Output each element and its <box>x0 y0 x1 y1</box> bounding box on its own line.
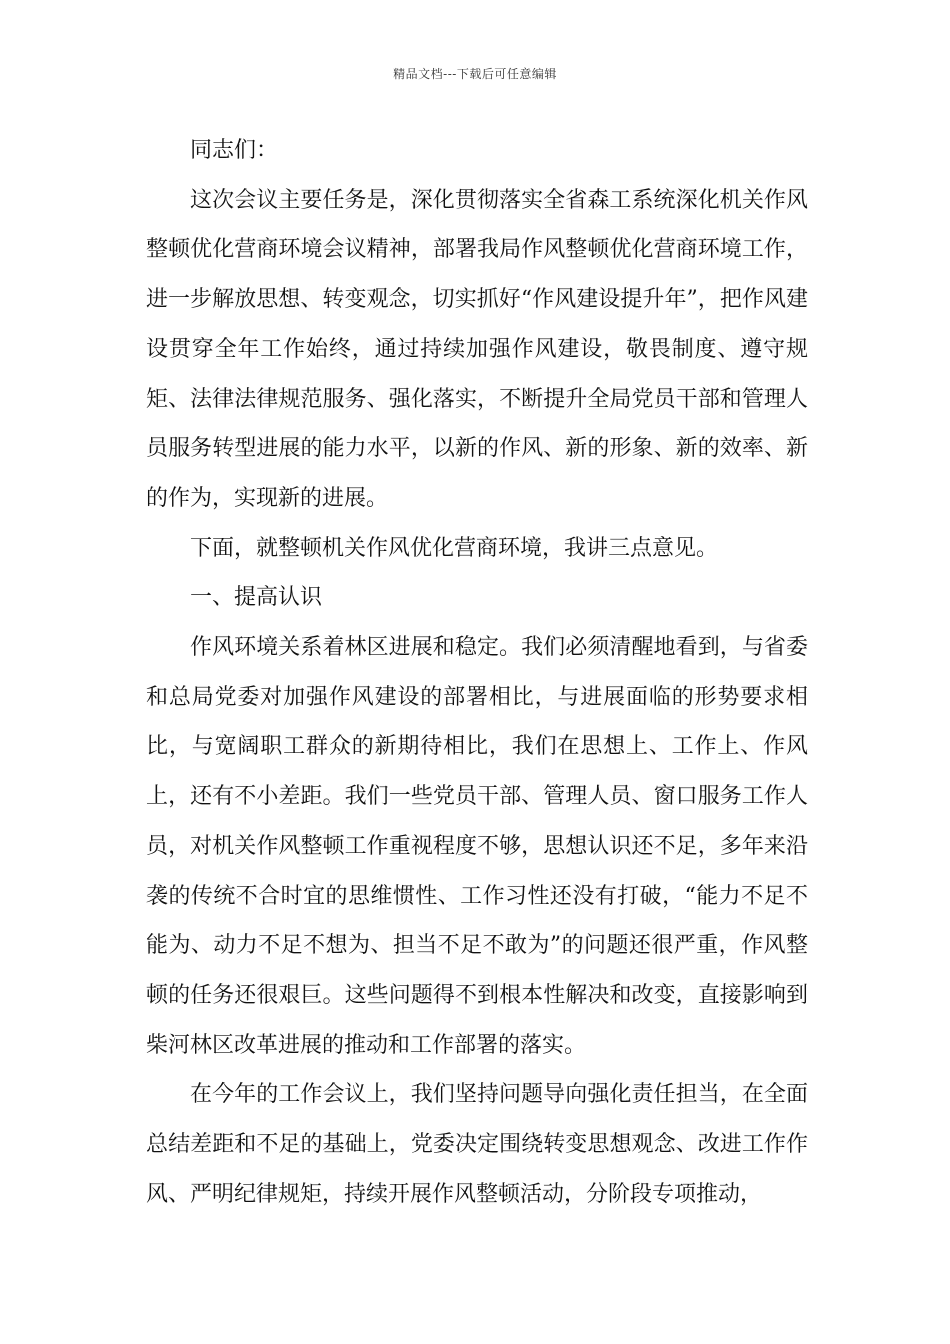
section-heading-1: 一、提高认识 <box>190 585 323 611</box>
intro-paragraph: 下面，就整顿机关作风优化营商环境，我讲三点意见。 <box>190 535 719 561</box>
work-meeting-paragraph: 在今年的工作会议上，我们坚持问题导向强化责任担当，在全面总结差距和不足的基础上，党委决定围绕转变思想观念、改进工作作风、严明纪律规矩，持续开展作风整顿活动，分阶段专项推动， <box>146 1082 808 1207</box>
page-header: 精品文档---下载后可任意编辑 <box>393 67 557 81</box>
salutation-paragraph: 同志们： <box>190 138 279 163</box>
document-body <box>146 126 808 1219</box>
meeting-task-paragraph: 这次会议主要任务是，深化贯彻落实全省森工系统深化机关作风整顿优化营商环境会议精神，部署我局作风整顿优化营商环境工作，进一步解放思想、转变观念，切实抓好“作风建设提升年”，把作风建设贯穿全年工作始终，通过持续加强作风建设，敬畏制度、遵守规矩、法律法律规范服务、强化落实，不断提升全局党员干部和管理人员服务转型进展的能力水平，以新的作风、新的形象、新的效率、新的作为，实现新的进展。 <box>146 187 808 511</box>
work-style-paragraph: 作风环境关系着林区进展和稳定。我们必须清醒地看到，与省委和总局党委对加强作风建设的部署相比，与进展面临的形势要求相比，与宽阔职工群众的新期待相比，我们在思想上、工作上、作风上，还有不小差距。我们一些党员干部、管理人员、窗口服务工作人员，对机关作风整顿工作重视程度不够，思想认识还不足，多年来沿袭的传统不合时宜的思维惯性、工作习性还没有打破，“能力不足不能为、动力不足不想为、担当不足不敢为”的问题还很严重，作风整顿的任务还很艰巨。这些问题得不到根本性解决和改变，直接影响到柴河林区改革进展的推动和工作部署的落实。 <box>146 635 808 1058</box>
